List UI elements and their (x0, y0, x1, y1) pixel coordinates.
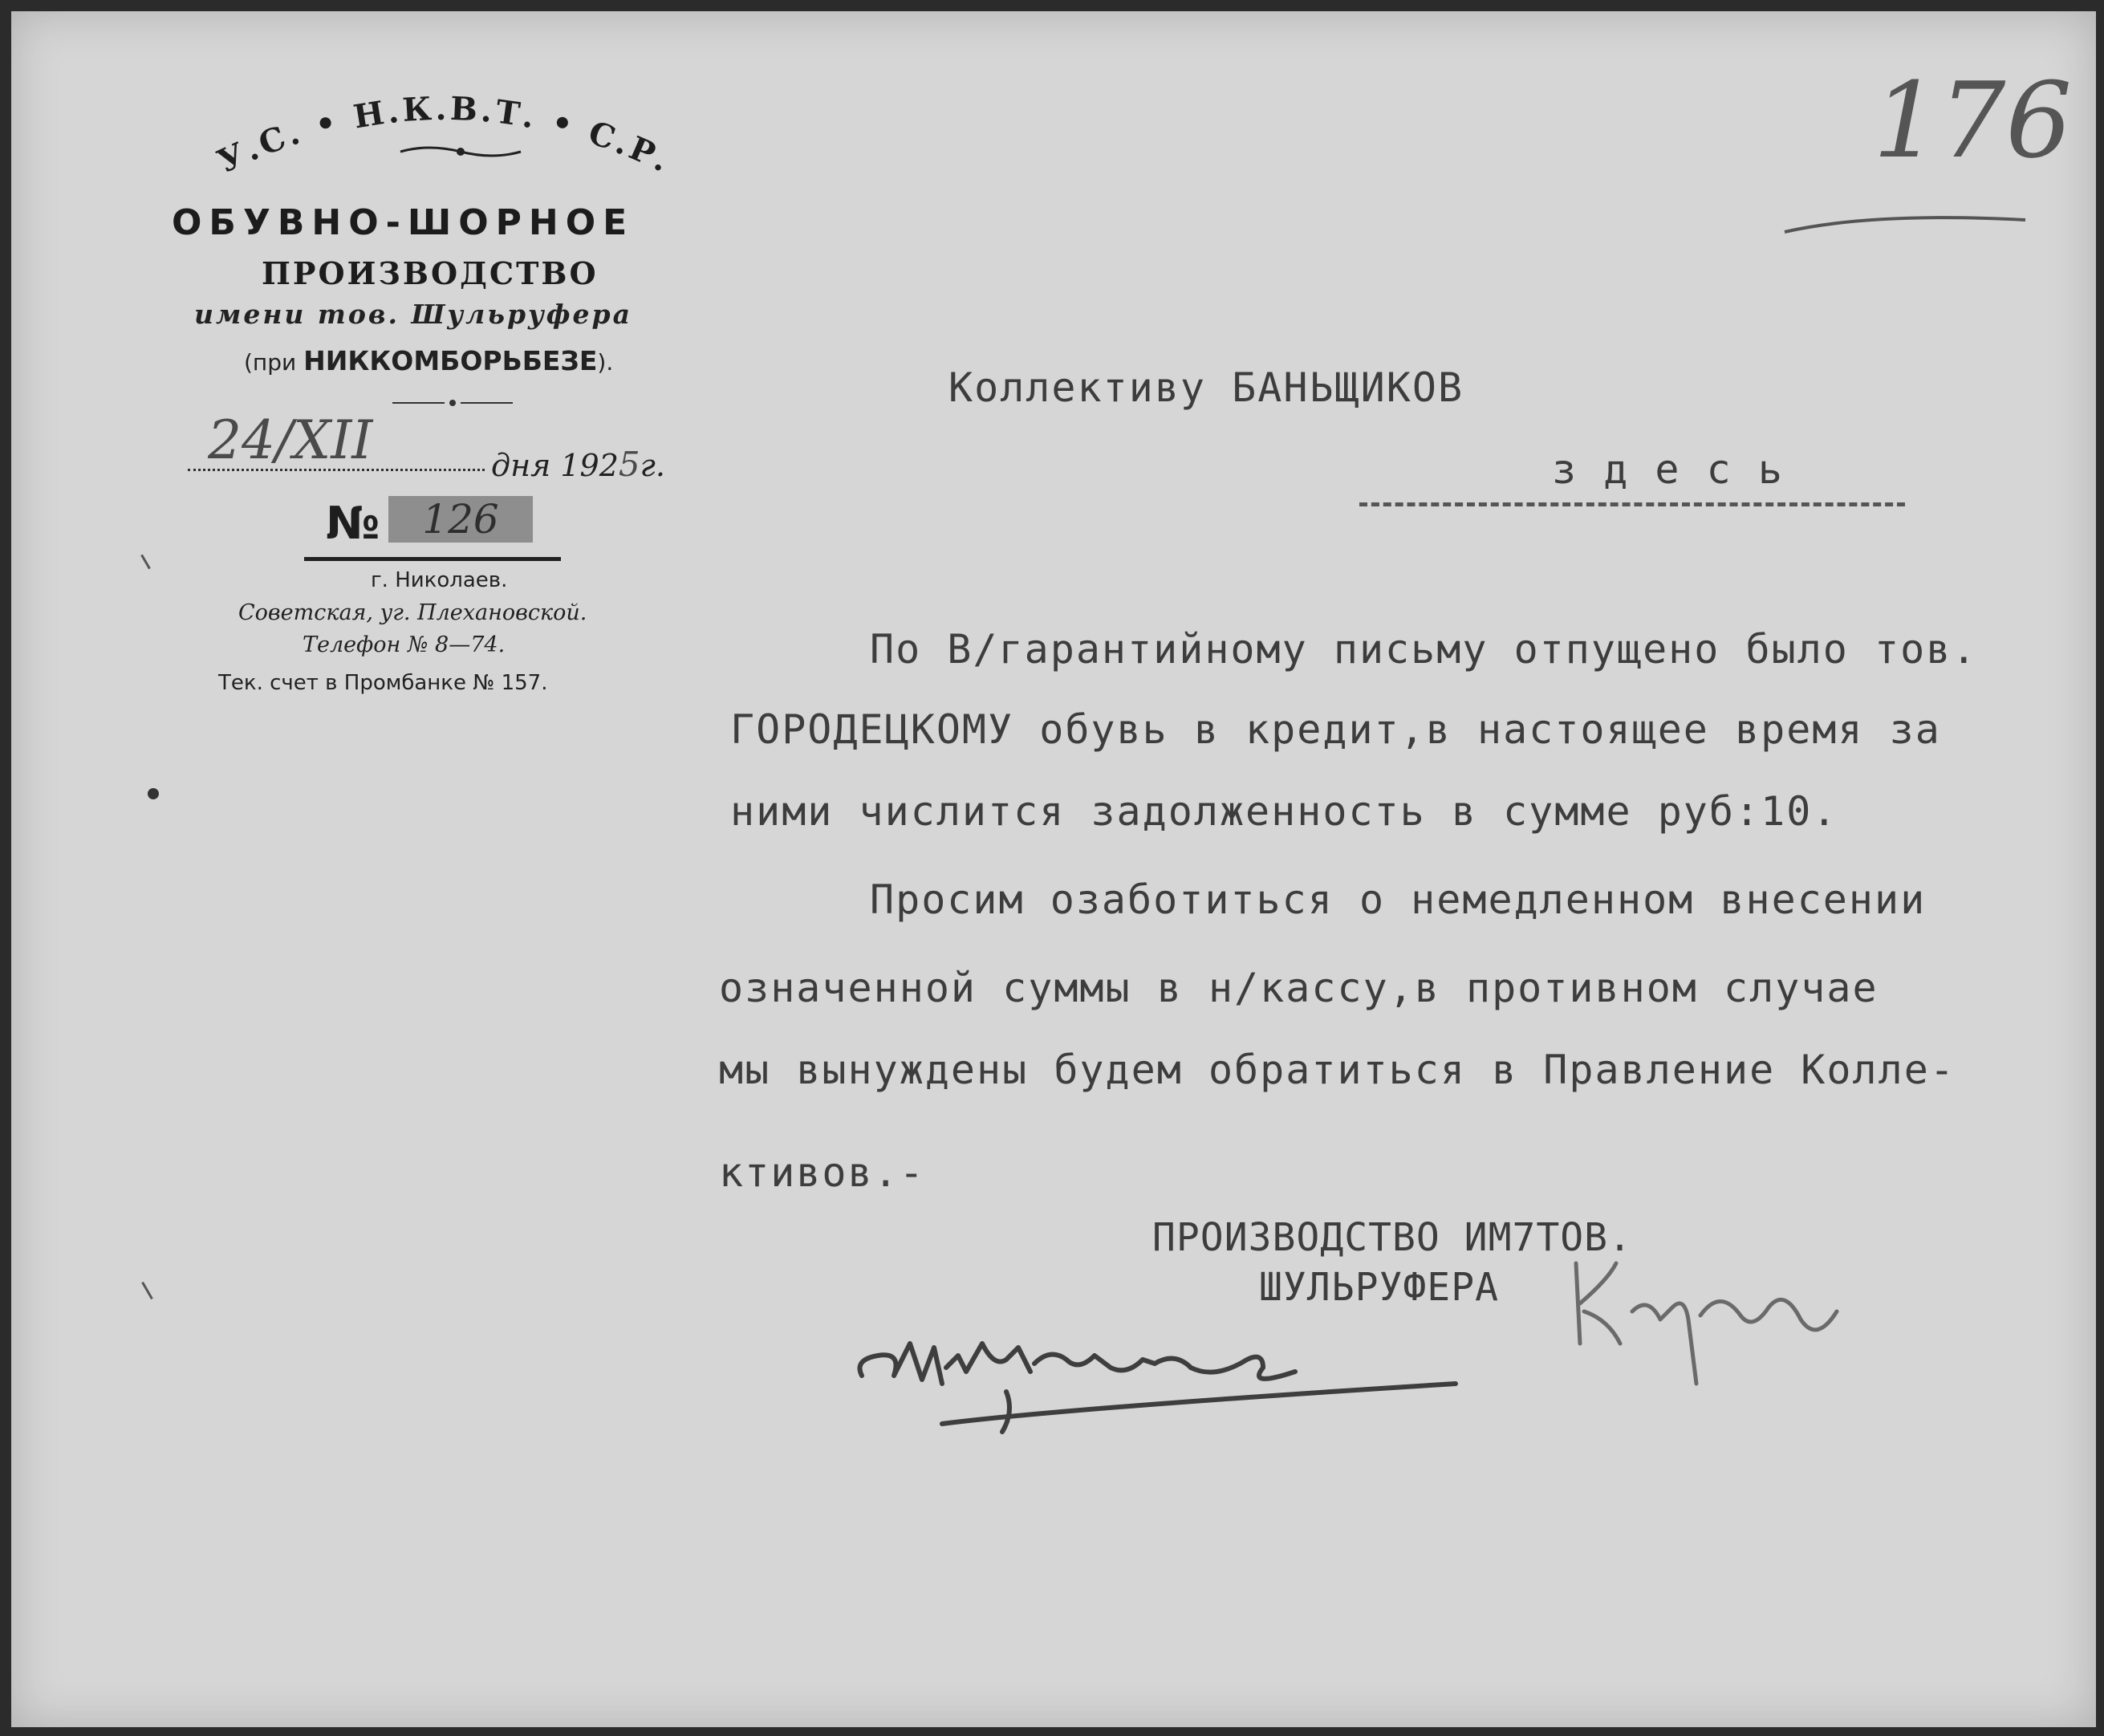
signature-right-icon (1560, 1231, 1849, 1408)
body-line: мы вынуждены будем обратиться в Правление Колле- (719, 1047, 1956, 1093)
date-year-digit: 5 (618, 445, 640, 484)
affiliation-prefix: (при (244, 349, 304, 376)
signature-org-line1: ПРОИЗВОДСТВО ИМ7ТОВ. (1152, 1215, 1632, 1260)
letterhead-affiliation (244, 345, 613, 376)
number-underline (304, 557, 561, 561)
date-g: г. (640, 448, 665, 483)
letterhead-title: ОБУВНО-ШОРНОЕ (172, 202, 635, 243)
body-line: ГОРОДЕЦКОМУ обувь в кредит,в настоящее время за (730, 706, 1941, 753)
date-suffix (491, 445, 665, 484)
signature-left-icon (846, 1271, 1472, 1512)
letterhead-arch-text: У.С. • Н.К.В.Т. • С.Р. (212, 89, 677, 181)
addressee-line1: Коллективу БАНЬЩИКОВ (948, 364, 1464, 411)
addressee-underline (1359, 502, 1905, 506)
document-sheet (11, 11, 2096, 1727)
letterhead-arch (212, 67, 677, 188)
affiliation-suffix: ). (597, 349, 614, 376)
letterhead-name: имени тов. Шульруфера (194, 299, 633, 330)
margin-tick (140, 555, 151, 570)
archive-number-stroke-icon (1777, 196, 2033, 244)
date-day-label: дня 192 (491, 448, 619, 483)
addressee-line2: з д е с ь (1552, 446, 1784, 493)
body-line: ктивов.- (719, 1149, 925, 1196)
address-city: г. Николаев. (371, 568, 508, 592)
margin-mark (148, 788, 159, 799)
archive-number: 176 (1873, 59, 2073, 181)
address-street: Советская, уг. Плехановской. (238, 600, 587, 625)
body-line: По В/гарантийному письму отпущено было тов. (870, 626, 1978, 673)
number-label: № (326, 498, 380, 550)
body-line: ними числится задолженность в сумме руб:10. (730, 788, 1838, 835)
date-dotted-line (188, 469, 485, 471)
divider-ornament-icon (388, 395, 517, 411)
body-line: Просим озаботиться о немедленном внесении (870, 876, 1927, 923)
signature-org-line2: ШУЛЬРУФЕРА (1259, 1265, 1499, 1310)
address-account: Тек. счет в Промбанке № 157. (218, 671, 548, 695)
margin-tick (141, 1282, 153, 1299)
affiliation-org: НИККОМБОРЬБЕЗЕ (303, 345, 598, 376)
number-handwritten: 126 (388, 496, 533, 543)
svg-text:У.С. • Н.К.В.Т. • С.Р. (212, 90, 677, 181)
date-handwritten: 24/XII (208, 409, 373, 471)
ornament-icon (396, 140, 525, 164)
body-line: означенной суммы в н/кассу,в противном случае (719, 965, 1879, 1011)
letterhead-subtitle: ПРОИЗВОДСТВО (262, 255, 599, 291)
address-phone: Телефон № 8—74. (303, 632, 506, 657)
